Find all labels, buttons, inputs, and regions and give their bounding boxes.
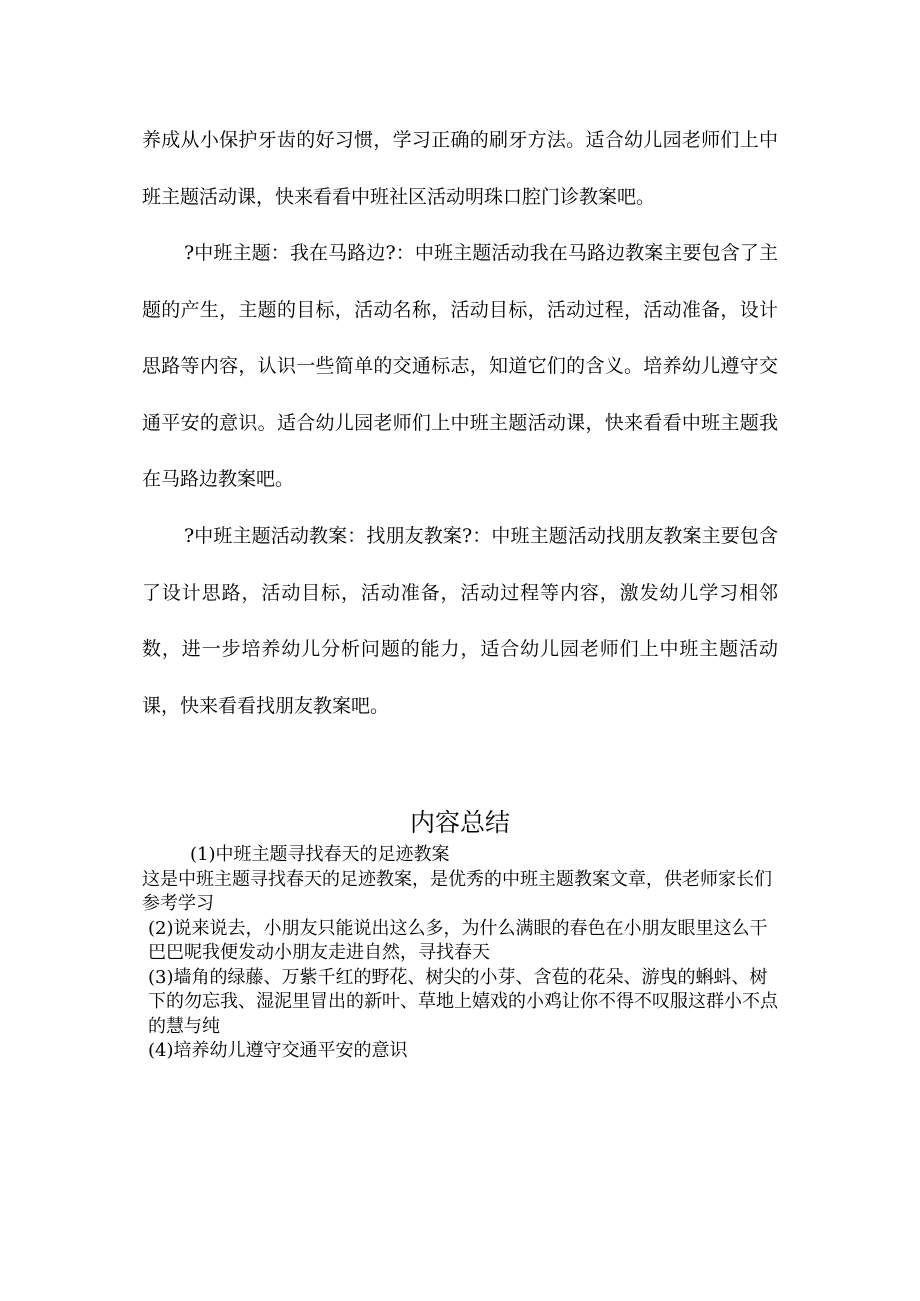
summary-title: 内容总结 xyxy=(409,808,510,837)
summary-list xyxy=(142,843,778,1064)
summary-item-2: (2)说来说去，小朋友只能说出这么多，为什么满眼的春色在小朋友眼里这么干巴巴呢我便发动小朋友走进自然，寻找春天 xyxy=(148,917,768,963)
summary-item-1-body: 这是中班主题寻找春天的足迹教案，是优秀的中班主题教案文章，供老师家长们参考学习 xyxy=(142,868,772,914)
summary-item-1-heading: (1)中班主题寻找春天的足迹教案 xyxy=(190,844,450,865)
body-paragraph-2: ?中班主题：我在马路边?：中班主题活动我在马路边教案主要包含了主题的产生，主题的目标，活动名称，活动目标，活动过程，活动准备，设计思路等内容，认识一些简单的交通标志，知道它们的含义。培养幼儿遵守交通平安的意识。适合幼儿园老师们上中班主题活动课，快来看看中班主题我在马路边教案吧。 xyxy=(142,242,778,490)
body-paragraph-1: 养成从小保护牙齿的好习惯，学习正确的刷牙方法。适合幼儿园老师们上中班主题活动课，快来看看中班社区活动明珠口腔门诊教案吧。 xyxy=(142,129,778,208)
summary-item-3: (3)墙角的绿藤、万紫千红的野花、树尖的小芽、含苞的花朵、游曳的蝌蚪、树下的勿忘我、湿泥里冒出的新叶、草地上嬉戏的小鸡让你不得不叹服这群小不点的慧与纯 xyxy=(148,966,778,1037)
summary-item-4: (4)培养幼儿遵守交通平安的意识 xyxy=(148,1040,408,1061)
body-paragraph-3: ?中班主题活动教案：找朋友教案?：中班主题活动找朋友教案主要包含了设计思路，活动目标，活动准备，活动过程等内容，激发幼儿学习相邻数，进一步培养幼儿分析问题的能力，适合幼儿园老师们上中班主题活动课，快来看看找朋友教案吧。 xyxy=(142,525,778,717)
